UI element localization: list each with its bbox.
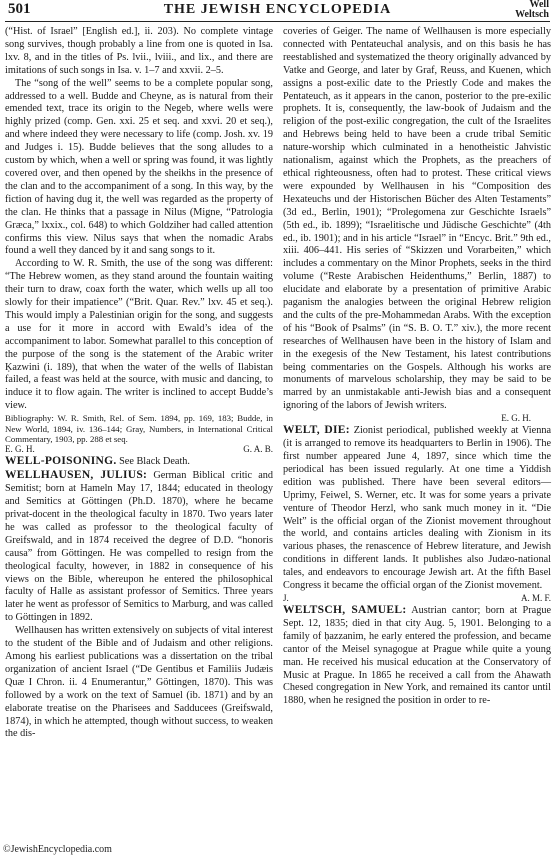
entry-text: German Biblical critic and Semitist; born at Hameln May 17, 1844; educated in theology and Semitics at Göttingen (Ph.D. 1870), where he became privat-docent in the theological faculty in 1870. Two years later he was called as professor to the theological faculty of Greifswald, and in 1874 received the degree of D.D. “honoris causa” from Göttingen. He was compelled to resign from the theological faculty, however, in 1882 in consequence of his views on the Bible, whereupon he entered the philosophical faculty of Halle as assistant professor of Semitics. Three years later he went as professor of Semitics to Marburg, and was called to Göttingen in 1892. — [5, 470, 273, 624]
signature-line — [5, 444, 273, 455]
cross-reference: See Black Death. — [119, 456, 190, 468]
paragraph: According to W. R. Smith, the use of the song was different: “The Hebrew women, as they stand around the fountain waiting their turn to draw, coax forth the water, which wells up all too slowly for their impatience” (“Brit. Quar. Rev.” lxv. 45 et seq.). This would imply a Palestinian origin for the song, and suggests a use for it more in accord with Ewald’s idea of the accompaniment to labor. Somewhat parallel to this conception of the purpose of the song is the statement of the Arabic writer Ḳazwini (i. 189), that when the water of the wells of Ilabistan failed, a feast was held at the source, with music and dancing, to induce it to flow again. The writer is inclined to accept Budde’s view. — [5, 258, 273, 412]
entry-headword: WELLHAUSEN, JULIUS: — [5, 469, 148, 482]
paragraph: Wellhausen has written extensively on subjects of vital interest to the student of the Bible and of Judaism and other religions. Among his earliest publications was a dissertation on the tribal organization of ancient Israel (“De Gentibus et Familiis Judæis Quæ I Chron. ii. 4 Enumerantur,” Göttingen, 1870). This was followed by a work on the text of Samuel (ib. 1871) and by an elaborate treatise on the Pharisees and Sadducees (Greifswald, 1874), in which he attempted, though without success, to weaken the dis- — [5, 625, 273, 740]
signature-line — [283, 593, 551, 604]
catchword-top: Well — [529, 0, 549, 10]
signature-right: G. A. B. — [243, 444, 273, 455]
entry-well-poisoning — [5, 455, 273, 469]
entry-headword: WELT, DIE: — [283, 424, 350, 437]
signature-left: E. G. H. — [5, 444, 35, 455]
entry-headword: WELTSCH, SAMUEL: — [283, 603, 407, 616]
paragraph: coveries of Geiger. The name of Wellhausen is more especially connected with Pentateuchal analysis, and on this basis he has reestablished and systematized the theory originally advanced by Vatke and George, and later by Graf, Reuss, and Kuenen, which assigns a post-exilic date to the Priestly Code and makes the Pentateuch, as it appears in the canon, posterior to the pre-exilic prophets. It is, consequently, the law-book of Judaism and the religion of the post-exilic congregation, the cult of the Israelites and Hebrews being held to have been a crude tribal Semitic nature-worship which culminated in a henotheistic Jahvistic nationalism, against which the Prophets, as the preachers of ethical righteousness, often had to protest. These critical views were expounded by Wellhausen in his “Composition des Hexateuchs und der Historischen Bücher des Alten Testaments” (3d ed., Berlin, 1901); “Prolegomena zur Geschichte Israels” (5th ed., ib. 1899); “Israelitische und Jüdische Geschichte” (4th ed., ib. 1901); and in his article “Israel” in “Encyc. Brit.” 9th ed., xiii. 406–441. His series of “Skizzen und Vorarbeiten,” which includes a commentary on the Minor Prophets, seeks in the third volume (“Reste Arabischen Heidenthums,” Berlin, 1887) to elucidate and elaborate by a presentation of primitive Arabic paganism the analogies between the original Hebrew religion and the cults of the pre-Mohammedan Arabs. With the exception of his “Book of Psalms” (in “S. B. O. T.” xiv.), the more recent researches of Wellhausen have been in the history of Islam and in the exegesis of the New Testament, his latest contributions being commentaries on the Gospels. Although his works are monuments of marvelous scholarship, they may be said to be marred by an unmistakable anti-Jewish bias and a consequent ignoring of the labors of Jewish writers. — [283, 26, 551, 412]
catchwords — [515, 0, 549, 20]
left-column — [5, 26, 273, 741]
site-credit: ©JewishEncyclopedia.com — [3, 844, 112, 855]
signature-line — [283, 413, 551, 424]
signature-left: J. — [283, 592, 289, 603]
entry-weltsch — [283, 604, 551, 708]
entry-headword: WELL-POISONING. — [5, 455, 117, 468]
right-column — [283, 26, 551, 708]
page-number: 501 — [8, 1, 31, 17]
signature-right: E. G. H. — [501, 413, 531, 424]
page-header — [0, 0, 555, 22]
entry-text: Zionist periodical, published weekly at Vienna (it is arranged to remove its headquarters to Berlin in 1906). The first number appeared June 4, 1897, since which time the periodical has been issued regularly. At one time a Yiddish edition was published. There have been several editors—Uprimy, Feiwel, S. Werner, etc. It was for some years a private venture of Theodor Herzl, who sank much money in it. “Die Welt” is the official organ of the Zionist movement throughout the world, and contains articles dealing with Zionism in its various phases, the renascence of Hebrew literature, and Jewish conditions in different lands. It publishes also Judæo-national tales, and endeavors to encourage Jewish art. At the fifth Basel Congress it became the official organ of the Zionist movement. — [283, 425, 551, 592]
signature-right: A. M. F. — [520, 592, 551, 603]
paragraph: (“Hist. of Israel” [English ed.], ii. 203). No complete vintage song survives, though probably a line from one is quoted in Isa. lxv. 8, and in the titles of Ps. lvii., lviii., and lix., and there are imitations of such songs in Isa. v. 1–7 and xxvii. 2–5. — [5, 26, 273, 76]
header-rule — [5, 21, 550, 22]
paragraph: The “song of the well” seems to be a complete popular song, addressed to a well. Budde and Cheyne, as is natural from their emended text, trace its origin to the Negeb, where wells were highly prized (comp. Gen. xxi. 25 et seq. and xxvi. 20 et seq.), and where indeed they were necessary to life (comp. Josh. xv. 19 and Judges i. 15). Budde believes that the song alludes to a custom by which, when a well or spring was found, it was lightly covered over, and then opened by the sheikhs in the presence of the clan and to the accompaniment of a song. In this way, by the fiction of having dug it, the well was regarded as the property of the clan. He thinks that a passage in Nilus (Migne, “Patrologia Græca,” lxxix., col. 648) to which Goldziher had called attention confirms this view. Nilus says that when the nomadic Arabs found a well they danced by it and sang songs to it. — [5, 77, 273, 257]
entry-text: Austrian cantor; born at Prague Sept. 12, 1835; died in that city Aug. 5, 1901. Belonging to a family of ḥazzanim, he early entered the profession, and became cantor of the Meisel synagogue at Prague while quite a young man. He received his musical education at the Conservatory of Music at Prague. In 1865 he received a call from the Ahawath Chesed congregation in New York, and remained its cantor until 1880, when he resigned the position in order to re- — [283, 604, 552, 707]
entry-welt-die — [283, 424, 551, 593]
bibliography: Bibliography: W. R. Smith, Rel. of Sem. 1894, pp. 169, 183; Budde, in New World, 1894, iv. 136–144; Gray, Numbers, in International Critical Commentary, 1903, pp. 288 et seq. — [5, 413, 273, 444]
entry-wellhausen — [5, 469, 273, 625]
running-head: THE JEWISH ENCYCLOPEDIA — [163, 2, 392, 17]
catchword-bottom: Weltsch — [515, 9, 549, 20]
